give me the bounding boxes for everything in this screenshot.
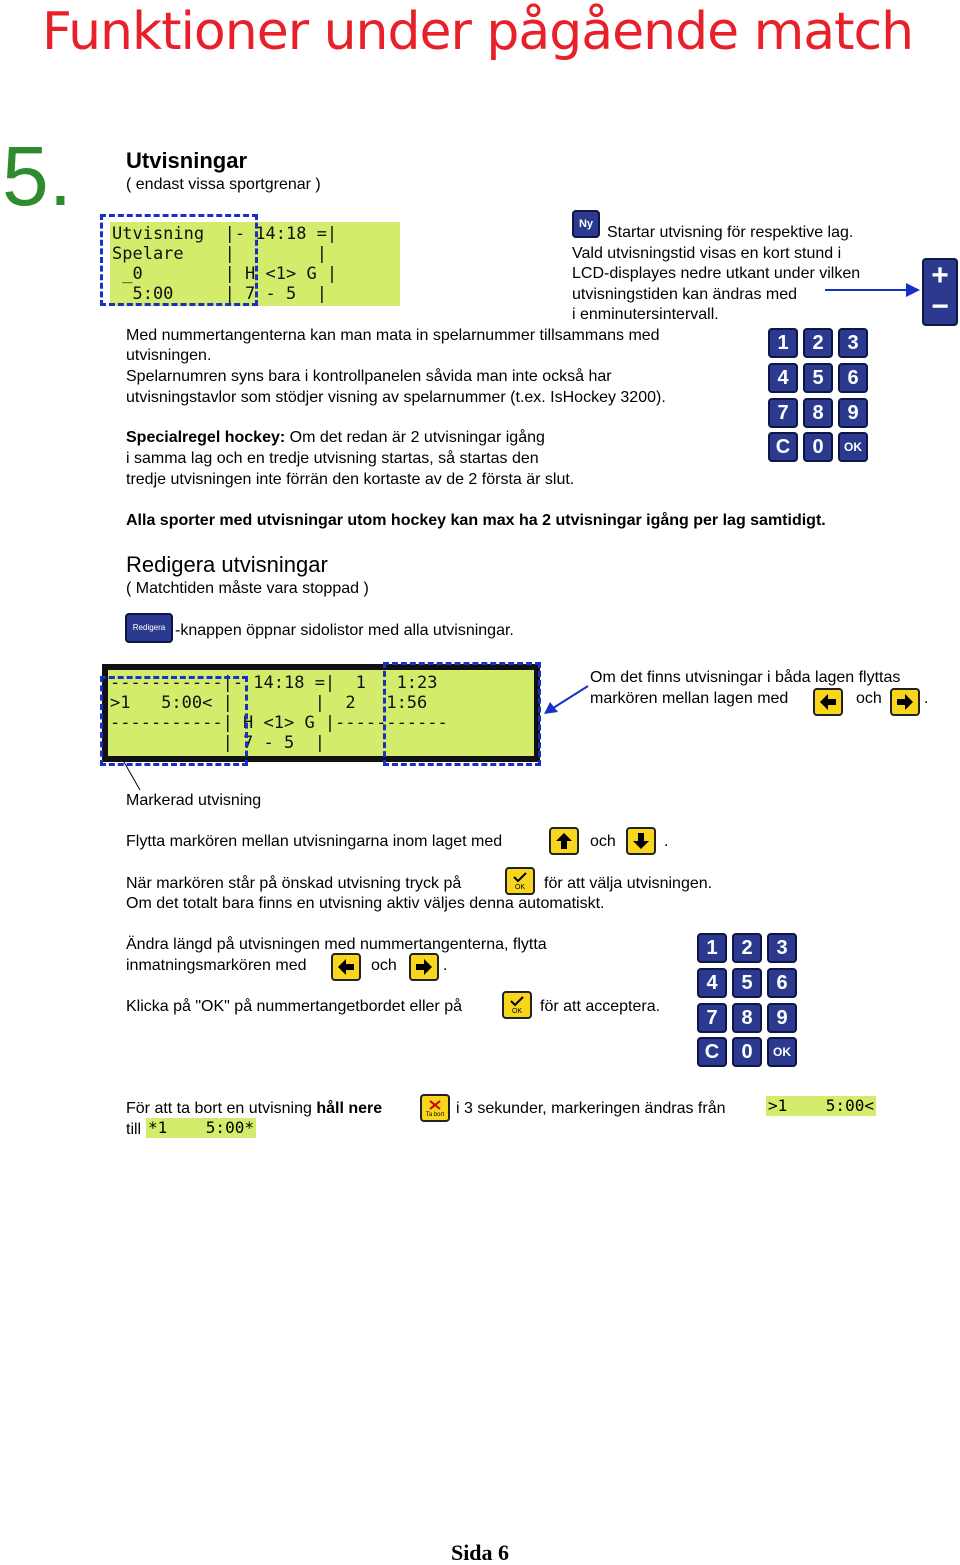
key-0[interactable]: 0 (732, 1037, 762, 1067)
andra-text: inmatningsmarkören med (126, 957, 307, 974)
special-rule-text: i samma lag och en tredje utvisning startas, så startas den (126, 450, 539, 467)
redigera-subheading: ( Matchtiden måste vara stoppad ) (126, 580, 369, 597)
ta-bort-button[interactable] (420, 1094, 450, 1122)
ny-text: LCD-displayes nedre utkant under vilken (572, 265, 861, 282)
lcd-line: | 7 - 5 | (110, 733, 325, 753)
och-text: och (371, 957, 397, 974)
och-text: och (856, 690, 882, 707)
andra-text: Ändra längd på utvisningen med nummertangenterna, flytta (126, 936, 547, 953)
ok-button[interactable] (505, 867, 535, 895)
klicka-text: Klicka på "OK" på nummertangetbordet eller på (126, 998, 462, 1015)
ny-button[interactable]: Ny (572, 210, 600, 238)
ok-label: OK (514, 884, 526, 891)
redigera-button[interactable]: Redigera (125, 613, 173, 643)
key-c[interactable]: C (697, 1037, 727, 1067)
body-text: Spelarnumren syns bara i kontrollpanelen såvida man inte också har (126, 368, 612, 385)
selection-highlight-right (383, 662, 541, 766)
lcd-line: Spelare | | (112, 244, 327, 264)
key-6[interactable]: 6 (838, 363, 868, 393)
redigera-button-text: -knappen öppnar sidolistor med alla utvisningar. (175, 622, 514, 639)
special-rule-label: Specialregel hockey: (126, 429, 286, 446)
arrow-left-icon (818, 692, 838, 712)
key-2[interactable]: 2 (803, 328, 833, 358)
plus-icon: + (931, 259, 949, 292)
page-title: Funktioner under pågående match (42, 2, 914, 62)
section-number: 5. (2, 129, 73, 223)
och-text: och (590, 833, 616, 850)
minus-icon: − (931, 290, 949, 323)
lcd-line: _0 | H <1> G | (112, 264, 338, 284)
key-9[interactable]: 9 (838, 398, 868, 428)
lcd-marker-to: *1 5:00* (148, 1118, 254, 1137)
right-arrow-button[interactable] (890, 688, 920, 716)
redigera-heading: Redigera utvisningar (126, 552, 328, 577)
till-text: till (126, 1121, 142, 1138)
utvisningar-heading: Utvisningar (126, 148, 248, 173)
keypad-top (768, 328, 872, 468)
key-7[interactable]: 7 (697, 1003, 727, 1033)
key-7[interactable]: 7 (768, 398, 798, 428)
right-arrow-button[interactable] (409, 953, 439, 981)
key-4[interactable]: 4 (768, 363, 798, 393)
arrow-up-icon (554, 831, 574, 851)
body-text: utvisningen. (126, 347, 212, 364)
tabort-text (126, 1098, 382, 1119)
left-arrow-button[interactable] (331, 953, 361, 981)
nar-text: för att välja utvisningen. (544, 875, 713, 892)
klicka-text: för att acceptera. (540, 998, 661, 1015)
arrow-left-icon (336, 957, 356, 977)
ok-check-icon (510, 871, 530, 891)
key-5[interactable]: 5 (732, 968, 762, 998)
special-rule-text: tredje utvisningen inte förrän den kortaste av de 2 första är slut. (126, 471, 575, 488)
marker-line (118, 762, 148, 792)
key-1[interactable]: 1 (768, 328, 798, 358)
flytta-text: Flytta markören mellan utvisningarna inom laget med (126, 833, 503, 850)
body-text: utvisningstavlor som stödjer visning av spelarnummer (t.ex. IsHockey 3200). (126, 389, 666, 406)
lcd-line: >1 5:00< | | 2 1:56 (110, 693, 428, 713)
all-sports-note: Alla sporter med utvisningar utom hockey kan max ha 2 utvisningar igång per lag samtidigt. (126, 512, 826, 529)
lcd-marker-from: >1 5:00< (768, 1096, 874, 1115)
tabort-text-2: i 3 sekunder, markeringen ändras från (456, 1100, 726, 1117)
lcd-line: Utvisning |- 14:18 =| (112, 224, 338, 244)
arrow-right-icon (820, 280, 922, 300)
omdet-text: Om det totalt bara finns en utvisning aktiv väljes denna automatiskt. (126, 895, 605, 912)
ny-text: Vald utvisningstid visas en kort stund i (572, 245, 842, 262)
left-arrow-button[interactable] (813, 688, 843, 716)
selection-highlight-left (100, 676, 248, 766)
key-3[interactable]: 3 (767, 933, 797, 963)
special-rule-text: Om det redan är 2 utvisningar igång (285, 429, 545, 446)
special-rule (126, 427, 545, 448)
key-8[interactable]: 8 (803, 398, 833, 428)
key-4[interactable]: 4 (697, 968, 727, 998)
ta-bort-label: Ta bort (425, 1112, 445, 1118)
ny-text: i enminutersintervall. (572, 306, 719, 323)
tabort-bold: håll nere (316, 1100, 383, 1117)
key-1[interactable]: 1 (697, 933, 727, 963)
close-icon (425, 1098, 445, 1118)
arrow-right-icon (895, 692, 915, 712)
ok-button[interactable] (502, 991, 532, 1019)
lcd-line: -----------|- 14:18 =| 1 1:23 (110, 673, 438, 693)
key-2[interactable]: 2 (732, 933, 762, 963)
key-3[interactable]: 3 (838, 328, 868, 358)
tabort-text-1: För att ta bort en utvisning (126, 1100, 317, 1117)
selection-highlight (100, 214, 258, 306)
dot-text: . (924, 690, 929, 707)
dot-text: . (664, 833, 669, 850)
plus-minus-button[interactable] (922, 258, 958, 326)
keypad-bottom (697, 933, 801, 1073)
ok-check-icon (507, 995, 527, 1015)
dot-text: . (443, 957, 448, 974)
arrow-down-icon (631, 831, 651, 851)
key-ok[interactable]: OK (838, 432, 868, 462)
ny-text: Startar utvisning för respektive lag. (607, 224, 854, 241)
lcd-line: -----------| H <1> G |----------- (110, 713, 448, 733)
side-text: Om det finns utvisningar i båda lagen flyttas (590, 669, 901, 686)
key-c[interactable]: C (768, 432, 798, 462)
page-footer: Sida 6 (450, 1540, 510, 1565)
nar-text: När markören står på önskad utvisning tryck på (126, 875, 462, 892)
key-ok[interactable]: OK (767, 1037, 797, 1067)
body-text: Med nummertangenterna kan man mata in spelarnummer tillsammans med (126, 327, 660, 344)
ny-text: utvisningstiden kan ändras med (572, 286, 798, 303)
up-arrow-button[interactable] (549, 827, 579, 855)
key-5[interactable]: 5 (803, 363, 833, 393)
arrow-right-icon (414, 957, 434, 977)
side-text: markören mellan lagen med (590, 690, 789, 707)
markerad-label: Markerad utvisning (126, 792, 262, 809)
key-9[interactable]: 9 (767, 1003, 797, 1033)
lcd-line: 5:00 | 7 - 5 | (112, 284, 327, 304)
utvisningar-subheading: ( endast vissa sportgrenar ) (126, 176, 321, 193)
key-0[interactable]: 0 (803, 432, 833, 462)
arrow-left-icon (540, 682, 590, 718)
ok-label: OK (511, 1008, 523, 1015)
key-8[interactable]: 8 (732, 1003, 762, 1033)
key-6[interactable]: 6 (767, 968, 797, 998)
down-arrow-button[interactable] (626, 827, 656, 855)
